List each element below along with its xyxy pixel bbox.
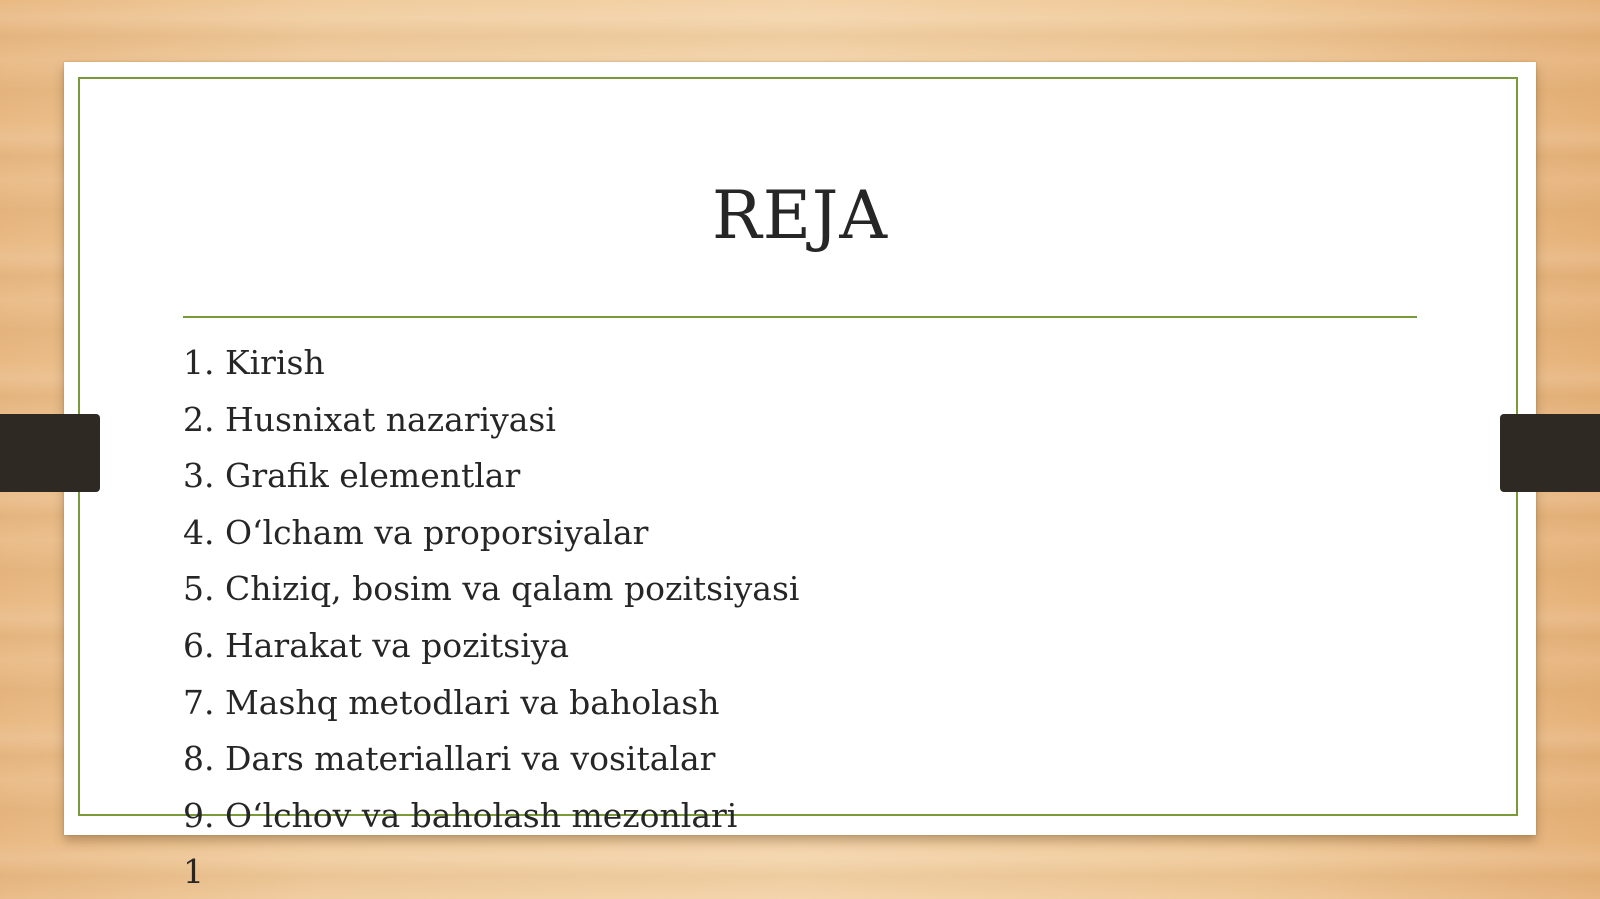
title-divider	[183, 316, 1417, 318]
agenda-item: 5. Chiziq, bosim va qalam pozitsiyasi	[183, 569, 800, 609]
agenda-item: 1. Kirish	[183, 343, 325, 382]
right-decorative-tab	[1500, 414, 1600, 492]
agenda-item: 6. Harakat va pozitsiya	[183, 625, 570, 665]
slide-title: REJA	[712, 177, 888, 254]
agenda-item: 2. Husnixat nazariyasi	[183, 399, 556, 439]
agenda-list	[183, 335, 799, 899]
agenda-item: 1	[183, 852, 204, 892]
agenda-item: 4. O‘lcham va proporsiyalar	[183, 512, 649, 552]
agenda-item: 9. O‘lchov va baholash mezonlari	[183, 795, 738, 835]
left-decorative-tab	[0, 414, 100, 492]
agenda-item: 7. Mashq metodlari va baholash	[183, 682, 720, 722]
agenda-item: 8. Dars materiallari va vositalar	[183, 739, 716, 779]
agenda-item: 3. Grafik elementlar	[183, 456, 521, 496]
